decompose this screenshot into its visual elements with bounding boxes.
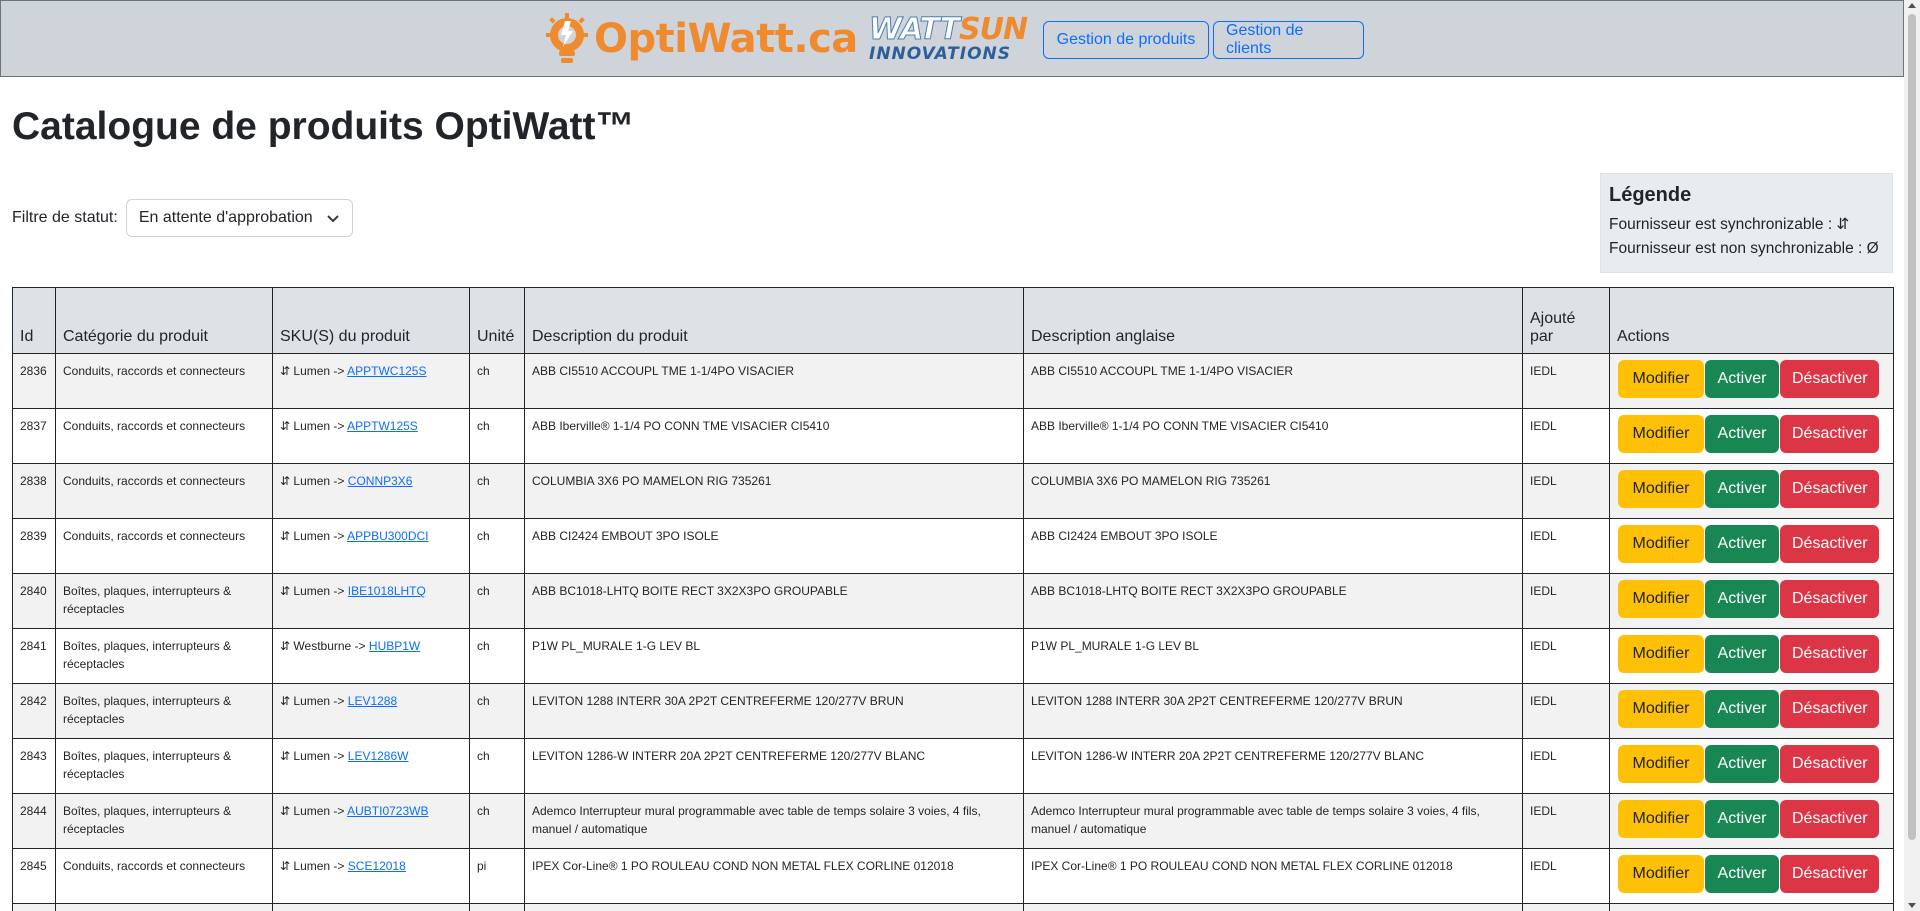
cell-actions [1610, 684, 1894, 739]
cell-added-by [1523, 904, 1610, 911]
cell-description: ABB BC1018-LHTQ BOITE RECT 3X2X3PO GROUPABLE [525, 574, 1024, 629]
cell-english-description [1024, 904, 1523, 911]
cell-sku [273, 464, 470, 519]
sku-link[interactable]: CONNP3X6 [347, 474, 413, 488]
activate-button[interactable]: Activer [1705, 690, 1779, 728]
cell-added-by: IEDL [1523, 519, 1610, 574]
deactivate-button[interactable]: Désactiver [1780, 855, 1879, 893]
cell-unit: ch [470, 464, 525, 519]
activate-button[interactable]: Activer [1705, 855, 1779, 893]
cell-english-description: ABB CI2424 EMBOUT 3PO ISOLE [1024, 519, 1523, 574]
legend-sync: Fournisseur est synchronizable : ⇵ [1609, 216, 1850, 233]
sku-link[interactable]: APPTW125S [347, 419, 418, 433]
supplier-name: Lumen -> [293, 694, 345, 708]
supplier-name: Lumen -> [293, 529, 345, 543]
cell-category [56, 904, 273, 911]
cell-description: ABB Iberville® 1-1/4 PO CONN TME VISACIER CI5410 [525, 409, 1024, 464]
cell-id: 2839 [13, 519, 56, 574]
modify-button[interactable]: Modifier [1618, 745, 1704, 783]
modify-button[interactable]: Modifier [1618, 800, 1704, 838]
wattsun-logo-sun: SUN [958, 12, 1028, 47]
scrollbar-thumb[interactable] [1908, 14, 1916, 840]
sync-arrows-icon: ⇵ [280, 474, 291, 488]
cell-unit: ch [470, 409, 525, 464]
cell-actions [1610, 794, 1894, 849]
cell-sku [273, 354, 470, 409]
sync-arrows-icon: ⇵ [280, 419, 291, 433]
modify-button[interactable]: Modifier [1618, 415, 1704, 453]
cell-description: LEVITON 1288 INTERR 30A 2P2T CENTREFERME 120/277V BRUN [525, 684, 1024, 739]
cell-added-by: IEDL [1523, 409, 1610, 464]
modify-button[interactable]: Modifier [1618, 635, 1704, 673]
deactivate-button[interactable]: Désactiver [1780, 690, 1879, 728]
modify-button[interactable]: Modifier [1618, 690, 1704, 728]
cell-actions [1610, 519, 1894, 574]
sync-arrows-icon: ⇵ [280, 859, 291, 873]
cell-category: Conduits, raccords et connecteurs [56, 409, 273, 464]
deactivate-button[interactable]: Désactiver [1780, 580, 1879, 618]
chevron-down-icon [326, 211, 340, 225]
activate-button[interactable]: Activer [1705, 800, 1779, 838]
cell-added-by: IEDL [1523, 354, 1610, 409]
cell-added-by: IEDL [1523, 629, 1610, 684]
status-filter-label: Filtre de statut: [12, 209, 118, 226]
deactivate-button[interactable]: Désactiver [1780, 800, 1879, 838]
cell-english-description: COLUMBIA 3X6 PO MAMELON RIG 735261 [1024, 464, 1523, 519]
activate-button[interactable]: Activer [1705, 580, 1779, 618]
cell-description: ABB CI5510 ACCOUPL TME 1-1/4PO VISACIER [525, 354, 1024, 409]
supplier-name: Lumen -> [293, 749, 345, 763]
table-header-row [13, 288, 1894, 354]
activate-button[interactable]: Activer [1705, 470, 1779, 508]
supplier-name: Lumen -> [293, 584, 345, 598]
cell-english-description: ABB CI5510 ACCOUPL TME 1-1/4PO VISACIER [1024, 354, 1523, 409]
col-header-sku[interactable]: SKU(S) du produit [273, 288, 470, 354]
modify-button[interactable]: Modifier [1618, 360, 1704, 398]
table-row [13, 354, 1894, 409]
modify-button[interactable]: Modifier [1618, 525, 1704, 563]
sync-arrows-icon: ⇵ [280, 364, 291, 378]
optiwatt-logo[interactable] [544, 11, 858, 67]
cell-actions [1610, 629, 1894, 684]
supplier-name: Lumen -> [293, 474, 345, 488]
sync-arrows-icon: ⇵ [280, 529, 291, 543]
optiwatt-logo-text: OptiWatt.ca [594, 16, 858, 62]
status-filter-select[interactable] [126, 199, 353, 237]
cell-description: P1W PL_MURALE 1-G LEV BL [525, 629, 1024, 684]
scroll-up-arrow-icon[interactable] [1908, 3, 1916, 8]
cell-category: Conduits, raccords et connecteurs [56, 519, 273, 574]
wattsun-logo [869, 12, 1028, 65]
supplier-name: Lumen -> [293, 804, 345, 818]
sync-arrows-icon: ⇵ [280, 694, 291, 708]
cell-sku [273, 739, 470, 794]
cell-unit: ch [470, 629, 525, 684]
cell-id: 2844 [13, 794, 56, 849]
deactivate-button[interactable]: Désactiver [1780, 360, 1879, 398]
table-row [13, 464, 1894, 519]
sku-link[interactable]: APPTWC125S [347, 364, 427, 378]
cell-added-by: IEDL [1523, 464, 1610, 519]
cell-sku [273, 409, 470, 464]
cell-category: Boîtes, plaques, interrupteurs & réceptacles [56, 629, 273, 684]
cell-sku [273, 794, 470, 849]
cell-sku [273, 849, 470, 904]
cell-id [13, 904, 56, 911]
cell-actions [1610, 354, 1894, 409]
cell-added-by: IEDL [1523, 684, 1610, 739]
cell-unit: ch [470, 794, 525, 849]
vertical-scrollbar[interactable] [1904, 0, 1920, 911]
col-header-added-by[interactable]: Ajouté par [1523, 288, 1610, 354]
col-header-category[interactable]: Catégorie du produit [56, 288, 273, 354]
cell-description: LEVITON 1286-W INTERR 20A 2P2T CENTREFERME 120/277V BLANC [525, 739, 1024, 794]
cell-unit: pi [470, 849, 525, 904]
cell-sku [273, 574, 470, 629]
cell-id: 2843 [13, 739, 56, 794]
modify-button[interactable]: Modifier [1618, 580, 1704, 618]
scroll-down-arrow-icon[interactable] [1908, 903, 1916, 908]
cell-id: 2842 [13, 684, 56, 739]
cell-description [525, 904, 1024, 911]
modify-button[interactable]: Modifier [1618, 470, 1704, 508]
cell-english-description: IPEX Cor-Line® 1 PO ROULEAU COND NON METAL FLEX CORLINE 012018 [1024, 849, 1523, 904]
col-header-actions: Actions [1610, 288, 1894, 354]
status-filter [12, 199, 353, 237]
activate-button[interactable]: Activer [1705, 525, 1779, 563]
table-row [13, 574, 1894, 629]
sku-link[interactable]: APPBU300DCI [347, 529, 429, 543]
sku-link[interactable]: AUBTI0723WB [347, 804, 429, 818]
sku-link[interactable]: LEV1286W [347, 749, 409, 763]
status-filter-value: En attente d'approbation [138, 209, 313, 226]
top-navbar [0, 0, 1904, 77]
cell-added-by: IEDL [1523, 849, 1610, 904]
cell-category: Boîtes, plaques, interrupteurs & réceptacles [56, 684, 273, 739]
wattsun-logo-watt: WATT [869, 12, 959, 47]
legend-nosync: Fournisseur est non synchronizable : Ø [1609, 240, 1879, 257]
cell-added-by: IEDL [1523, 739, 1610, 794]
legend-panel [1600, 173, 1893, 273]
cell-unit: ch [470, 684, 525, 739]
deactivate-button[interactable]: Désactiver [1780, 415, 1879, 453]
col-header-description[interactable]: Description du produit [525, 288, 1024, 354]
deactivate-button[interactable]: Désactiver [1780, 745, 1879, 783]
cell-id: 2837 [13, 409, 56, 464]
cell-added-by: IEDL [1523, 794, 1610, 849]
cell-category: Boîtes, plaques, interrupteurs & réceptacles [56, 574, 273, 629]
activate-button[interactable]: Activer [1705, 745, 1779, 783]
sync-arrows-icon: ⇵ [280, 804, 291, 818]
cell-category: Boîtes, plaques, interrupteurs & réceptacles [56, 794, 273, 849]
supplier-name: Lumen -> [293, 364, 345, 378]
sku-link[interactable]: SCE12018 [347, 859, 406, 873]
cell-unit: ch [470, 739, 525, 794]
cell-english-description: P1W PL_MURALE 1-G LEV BL [1024, 629, 1523, 684]
products-table [12, 287, 1894, 911]
table-row [13, 629, 1894, 684]
sku-link[interactable]: LEV1288 [347, 694, 398, 708]
cell-actions [1610, 464, 1894, 519]
cell-description: IPEX Cor-Line® 1 PO ROULEAU COND NON METAL FLEX CORLINE 012018 [525, 849, 1024, 904]
cell-category: Conduits, raccords et connecteurs [56, 354, 273, 409]
sku-link[interactable]: HUBP1W [368, 639, 421, 653]
cell-unit: ch [470, 574, 525, 629]
table-row [13, 519, 1894, 574]
lightbulb-gear-icon [544, 11, 590, 67]
col-header-english-description[interactable]: Description anglaise [1024, 288, 1523, 354]
sync-arrows-icon: ⇵ [280, 749, 291, 763]
cell-category: Conduits, raccords et connecteurs [56, 464, 273, 519]
cell-unit: ch [470, 519, 525, 574]
table-row [13, 904, 1894, 911]
cell-english-description: Ademco Interrupteur mural programmable avec table de temps solaire 3 voies, 4 fils, manuel / automatique [1024, 794, 1523, 849]
product-management-button[interactable]: Gestion de produits [1043, 21, 1209, 59]
col-header-unit[interactable]: Unité [470, 288, 525, 354]
supplier-name: Lumen -> [293, 859, 345, 873]
cell-id: 2845 [13, 849, 56, 904]
cell-english-description: LEVITON 1288 INTERR 30A 2P2T CENTREFERME 120/277V BRUN [1024, 684, 1523, 739]
table-row [13, 849, 1894, 904]
cell-english-description: ABB Iberville® 1-1/4 PO CONN TME VISACIER CI5410 [1024, 409, 1523, 464]
cell-id: 2841 [13, 629, 56, 684]
activate-button[interactable]: Activer [1705, 635, 1779, 673]
cell-category: Conduits, raccords et connecteurs [56, 849, 273, 904]
cell-category: Boîtes, plaques, interrupteurs & réceptacles [56, 739, 273, 794]
page-title: Catalogue de produits OptiWatt™ [12, 105, 635, 148]
legend-title: Légende [1609, 184, 1692, 206]
cell-english-description: ABB BC1018-LHTQ BOITE RECT 3X2X3PO GROUPABLE [1024, 574, 1523, 629]
deactivate-button[interactable]: Désactiver [1780, 525, 1879, 563]
cell-sku [273, 684, 470, 739]
cell-id: 2840 [13, 574, 56, 629]
deactivate-button[interactable]: Désactiver [1780, 470, 1879, 508]
cell-unit [470, 904, 525, 911]
cell-unit: ch [470, 354, 525, 409]
supplier-name: Lumen -> [293, 419, 345, 433]
cell-id: 2838 [13, 464, 56, 519]
modify-button[interactable]: Modifier [1618, 855, 1704, 893]
wattsun-logo-innovations: INNOVATIONS [869, 44, 1012, 64]
cell-added-by: IEDL [1523, 574, 1610, 629]
cell-sku [273, 904, 470, 911]
activate-button[interactable]: Activer [1705, 360, 1779, 398]
table-row [13, 684, 1894, 739]
table-row [13, 739, 1894, 794]
cell-actions [1610, 574, 1894, 629]
cell-description: ABB CI2424 EMBOUT 3PO ISOLE [525, 519, 1024, 574]
cell-actions [1610, 409, 1894, 464]
sync-arrows-icon: ⇵ [280, 584, 291, 598]
col-header-id[interactable]: Id [13, 288, 56, 354]
cell-id: 2836 [13, 354, 56, 409]
cell-actions [1610, 849, 1894, 904]
cell-description: COLUMBIA 3X6 PO MAMELON RIG 735261 [525, 464, 1024, 519]
table-row [13, 409, 1894, 464]
client-management-button[interactable]: Gestion de clients [1213, 21, 1364, 59]
deactivate-button[interactable]: Désactiver [1780, 635, 1879, 673]
cell-actions [1610, 904, 1894, 911]
table-row [13, 794, 1894, 849]
sku-link[interactable]: IBE1018LHTQ [347, 584, 426, 598]
activate-button[interactable]: Activer [1705, 415, 1779, 453]
cell-sku [273, 629, 470, 684]
sync-arrows-icon: ⇵ [280, 639, 291, 653]
cell-actions [1610, 739, 1894, 794]
cell-english-description: LEVITON 1286-W INTERR 20A 2P2T CENTREFERME 120/277V BLANC [1024, 739, 1523, 794]
cell-sku [273, 519, 470, 574]
cell-description: Ademco Interrupteur mural programmable avec table de temps solaire 3 voies, 4 fils, manuel / automatique [525, 794, 1024, 849]
supplier-name: Westburne -> [293, 639, 366, 653]
